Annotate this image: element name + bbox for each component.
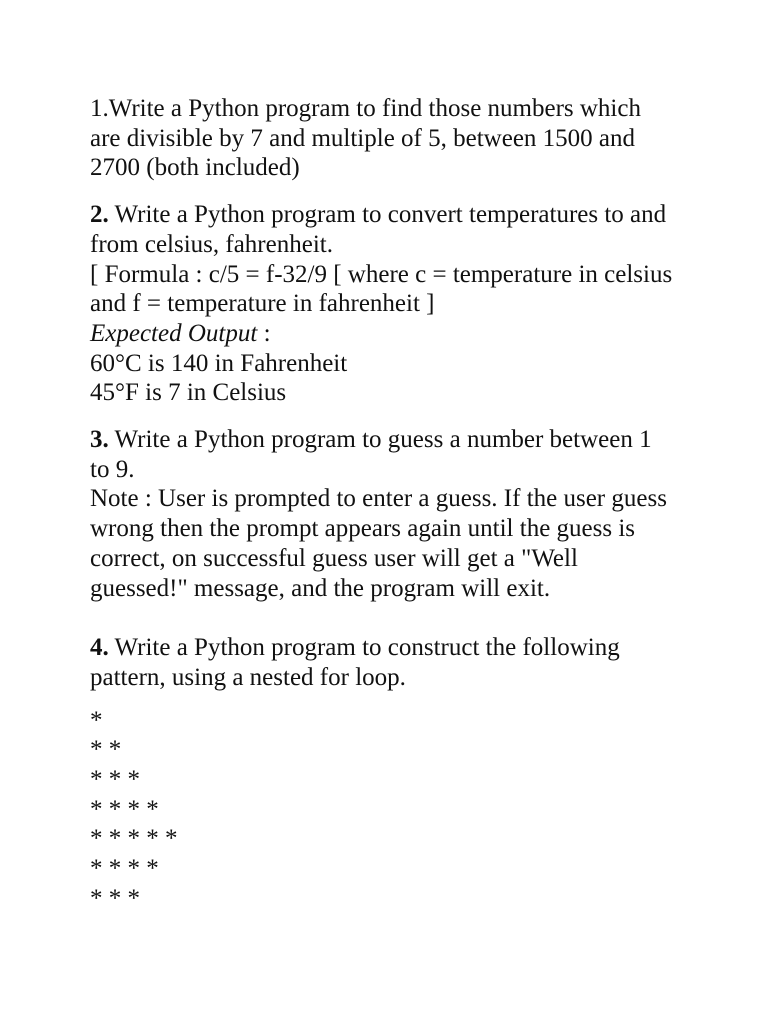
question-4-line: pattern, using a nested for loop. xyxy=(90,663,406,691)
expected-output-line: 60°C is 140 in Fahrenheit xyxy=(90,349,348,377)
pattern-row: * * * * * xyxy=(90,825,178,853)
question-3-first-line xyxy=(90,425,730,455)
question-2-line: from celsius, fahrenheit. xyxy=(90,230,333,258)
question-3-first-text: Write a Python program to guess a number between 1 xyxy=(108,426,652,454)
pattern-row: * * * * xyxy=(90,855,159,883)
question-1-line: 2700 (both included) xyxy=(90,154,300,182)
question-4 xyxy=(90,633,730,692)
pattern-row: * * * * xyxy=(90,795,159,823)
question-3 xyxy=(90,425,730,603)
question-4-first-text: Write a Python program to construct the following xyxy=(108,634,620,662)
question-3-number: 3. xyxy=(90,426,109,454)
question-3-line: to 9. xyxy=(90,455,135,483)
question-1 xyxy=(90,94,730,183)
pattern-row: * xyxy=(90,706,103,734)
pattern-row: * * * xyxy=(90,766,140,794)
expected-output-heading xyxy=(90,319,730,349)
question-3-note-line: Note : User is prompted to enter a guess. If the user guess xyxy=(90,485,667,513)
star-pattern xyxy=(90,706,730,914)
expected-output-colon: : xyxy=(257,319,271,347)
question-2 xyxy=(90,200,730,408)
expected-output-line: 45°F is 7 in Celsius xyxy=(90,379,287,407)
expected-output-label: Expected Output xyxy=(90,319,258,347)
pattern-row: * * xyxy=(90,736,122,764)
question-1-line: 1.Write a Python program to find those numbers which xyxy=(90,95,641,122)
question-2-first-line xyxy=(90,200,730,230)
question-4-number: 4. xyxy=(90,634,109,662)
question-2-number: 2. xyxy=(90,201,109,229)
question-3-note-line: wrong then the prompt appears again until the guess is xyxy=(90,515,636,543)
question-2-first-text: Write a Python program to convert temperatures to and xyxy=(108,201,667,229)
question-3-note-line: correct, on successful guess user will get a "Well xyxy=(90,544,578,572)
question-2-formula-line: and f = temperature in fahrenheit ] xyxy=(90,290,435,318)
pattern-row: * * * xyxy=(90,884,140,912)
question-3-note-line: guessed!" message, and the program will exit. xyxy=(90,574,551,602)
question-2-formula-line: [ Formula : c/5 = f-32/9 [ where c = temperature in celsius xyxy=(90,260,673,288)
question-4-first-line xyxy=(90,633,730,663)
question-1-line: are divisible by 7 and multiple of 5, between 1500 and xyxy=(90,124,636,152)
document-page xyxy=(90,94,730,914)
